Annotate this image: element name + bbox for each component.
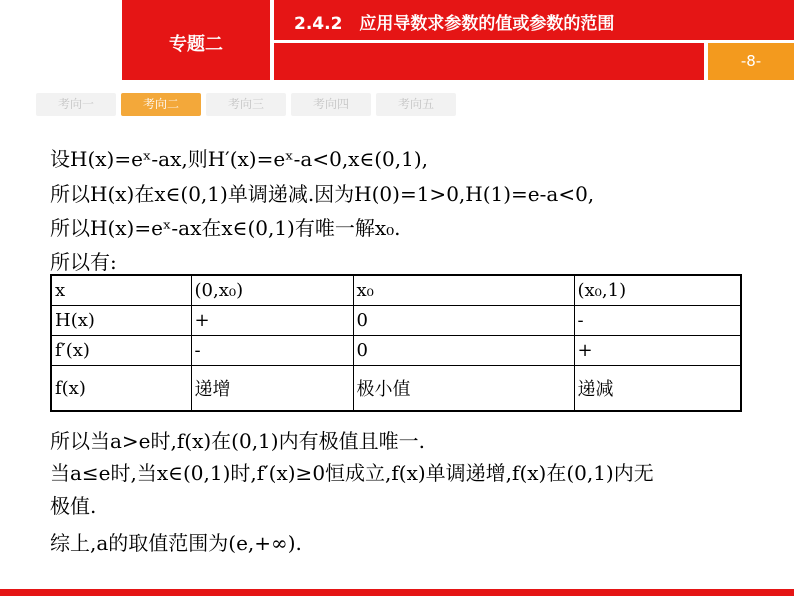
table-cell: f′(x) xyxy=(51,336,191,366)
subtitle-bar xyxy=(274,43,704,80)
table-cell: + xyxy=(191,306,353,336)
table-cell: f(x) xyxy=(51,366,191,412)
table-cell: H(x) xyxy=(51,306,191,336)
tab-direction-2[interactable]: 考向二 xyxy=(121,93,201,116)
table-cell: x xyxy=(51,275,191,306)
table-cell: 0 xyxy=(353,336,574,366)
solution-line-7: 极值. xyxy=(50,494,97,518)
topic-label-box xyxy=(122,0,270,80)
tab-direction-3[interactable]: 考向三 xyxy=(206,93,286,116)
table-cell: + xyxy=(574,336,741,366)
table-cell: 递减 xyxy=(574,366,741,412)
page-title: 2.4.2 应用导数求参数的值或参数的范围 xyxy=(294,14,615,34)
solution-line-5: 所以当a>e时,f(x)在(0,1)内有极值且唯一. xyxy=(50,429,425,453)
table-cell: (x₀,1) xyxy=(574,275,741,306)
solution-line-1: 设H(x)=eˣ-ax,则H′(x)=eˣ-a<0,x∈(0,1), xyxy=(50,147,429,171)
solution-line-8: 综上,a的取值范围为(e,+∞). xyxy=(50,531,302,555)
table-cell: (0,x₀) xyxy=(191,275,353,306)
table-row xyxy=(51,366,741,412)
table-cell: 极小值 xyxy=(353,366,574,412)
table-cell: - xyxy=(574,306,741,336)
tab-direction-5[interactable]: 考向五 xyxy=(376,93,456,116)
table-row xyxy=(51,306,741,336)
tab-direction-4[interactable]: 考向四 xyxy=(291,93,371,116)
solution-line-2: 所以H(x)在x∈(0,1)单调递减.因为H(0)=1>0,H(1)=e-a<0, xyxy=(50,182,595,206)
bottom-accent-bar xyxy=(0,589,794,596)
table-cell: - xyxy=(191,336,353,366)
table-row xyxy=(51,275,741,306)
table-cell: 递增 xyxy=(191,366,353,412)
topic-label: 专题二 xyxy=(169,34,223,55)
page-number: -8- xyxy=(740,52,762,70)
page-number-box xyxy=(708,43,794,80)
table-cell: 0 xyxy=(353,306,574,336)
sign-table xyxy=(50,274,742,412)
solution-line-3: 所以H(x)=eˣ-ax在x∈(0,1)有唯一解x₀. xyxy=(50,216,401,240)
table-row xyxy=(51,336,741,366)
solution-line-6: 当a≤e时,当x∈(0,1)时,f′(x)≥0恒成立,f(x)单调递增,f(x)在(0,1)内无 xyxy=(50,461,654,485)
solution-line-4: 所以有: xyxy=(50,250,117,274)
tab-direction-1[interactable]: 考向一 xyxy=(36,93,116,116)
title-bar xyxy=(274,0,794,40)
table-cell: x₀ xyxy=(353,275,574,306)
